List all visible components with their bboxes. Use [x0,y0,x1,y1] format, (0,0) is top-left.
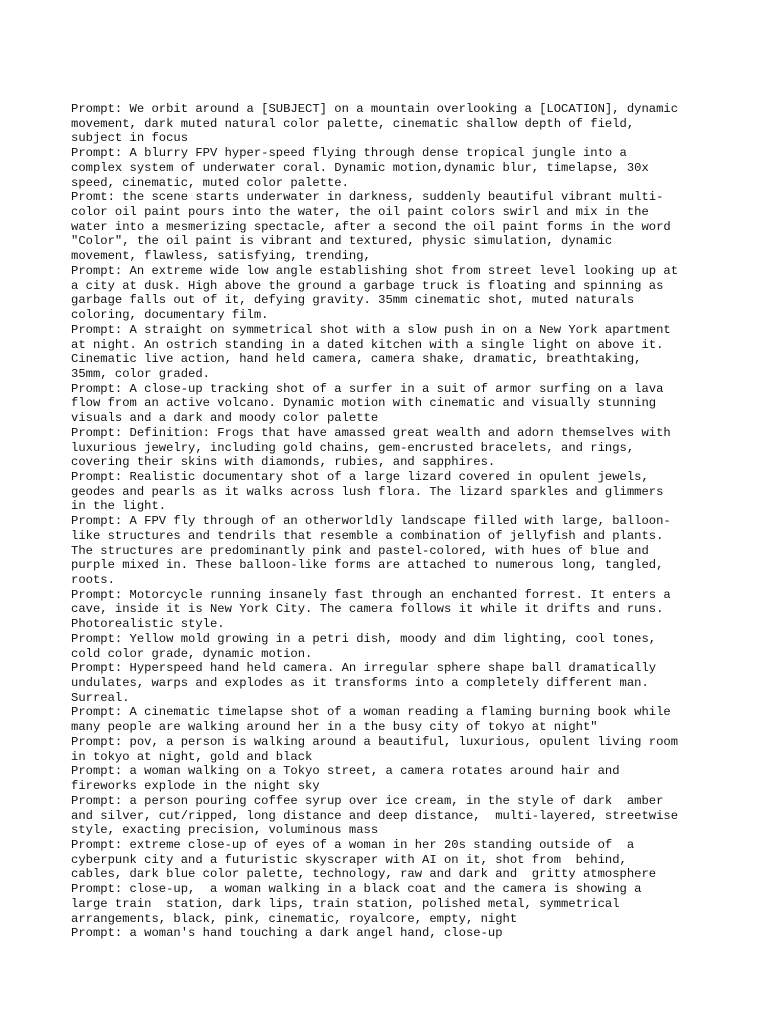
text-line: many people are walking around her in a the busy city of tokyo at night" [71,720,598,735]
text-line: style, exacting precision, voluminous mass [71,823,379,838]
text-line: cave, inside it is New York City. The camera follows it while it drifts and runs. [71,602,664,617]
text-line: roots. [71,573,115,587]
text-line: cyberpunk city and a futuristic skyscraper with AI on it, shot from behind, [71,852,627,867]
text-line: in tokyo at night, gold and black [71,749,313,764]
text-line: Prompt: A cinematic timelapse shot of a woman reading a flaming burning book while [71,705,671,720]
text-line: speed, cinematic, muted color palette. [71,175,349,190]
text-line: in the light. [71,499,167,514]
text-line: Prompt: a woman walking on a Tokyo street, a camera rotates around hair and [71,764,620,779]
text-line: "Color", the oil paint is vibrant and textured, physic simulation, dynamic [71,234,613,249]
text-line: fireworks explode in the night sky [71,779,320,794]
text-line: Prompt: a woman's hand touching a dark angel hand, close-up [71,926,503,941]
text-line: garbage falls out of it, defying gravity. 35mm cinematic shot, muted naturals [71,293,635,308]
text-line: like structures and tendrils that resemble a combination of jellyfish and plants. [71,528,664,543]
text-line: Prompt: Definition: Frogs that have amassed great wealth and adorn themselves with [71,425,671,440]
text-line: purple mixed in. These balloon-like forms are attached to numerous long, tangled, [71,558,664,573]
text-line: Prompt: We orbit around a [SUBJECT] on a mountain overlooking a [LOCATION], dynamic [71,102,679,116]
text-line: Surreal. [71,690,130,705]
text-line: Prompt: close-up, a woman walking in a black coat and the camera is showing a [71,882,642,897]
text-line: Prompt: pov, a person is walking around a beautiful, luxurious, opulent living room [71,734,679,749]
text-line: subject in focus [71,131,189,146]
text-line: Prompt: a person pouring coffee syrup over ice cream, in the style of dark amber [71,793,664,808]
text-line: a city at dusk. High above the ground a garbage truck is floating and spinning as [71,278,664,293]
text-line: flow from an active volcano. Dynamic motion with cinematic and visually stunning [71,396,657,411]
text-line: water into a mesmerizing spectacle, after a second the oil paint forms in the word [71,219,671,234]
text-line: Prompt: A straight on symmetrical shot with a slow push in on a New York apartment [71,322,671,337]
text-line: Prompt: Yellow mold growing in a petri dish, moody and dim lighting, cool tones, [71,631,657,646]
text-line: geodes and pearls as it walks across lush flora. The lizard sparkles and glimmers [71,484,664,499]
text-line: and silver, cut/ripped, long distance and deep distance, multi-layered, streetwise [71,808,679,823]
text-line: undulates, warps and explodes as it transforms into a completely different man. [71,676,649,691]
text-line: movement, flawless, satisfying, trending, [71,249,371,264]
text-line: at night. An ostrich standing in a dated kitchen with a single light on above it. [71,337,664,352]
text-line: Prompt: Hyperspeed hand held camera. An irregular sphere shape ball dramatically [71,661,657,676]
text-line: Photorealistic style. [71,617,225,632]
text-line: arrangements, black, pink, cinematic, royalcore, empty, night [71,911,518,926]
text-line: Cinematic live action, hand held camera, camera shake, dramatic, breathtaking, [71,352,642,367]
text-line: Prompt: Motorcycle running insanely fast through an enchanted forrest. It enters a [71,587,671,602]
text-line: cold color grade, dynamic motion. [71,646,313,661]
text-line: Prompt: extreme close-up of eyes of a woman in her 20s standing outside of a [71,837,635,852]
text-line: Promt: the scene starts underwater in darkness, suddenly beautiful vibrant multi- [71,190,664,205]
text-line: visuals and a dark and moody color palette [71,411,379,426]
text-line: Prompt: A blurry FPV hyper-speed flying through dense tropical jungle into a [71,146,627,161]
text-line: covering their skins with diamonds, rubies, and sapphires. [71,455,496,470]
text-line: large train station, dark lips, train station, polished metal, symmetrical [71,896,620,911]
text-line: complex system of underwater coral. Dynamic motion,dynamic blur, timelapse, 30x [71,160,649,175]
text-line: coloring, documentary film. [71,308,269,323]
text-line: color oil paint pours into the water, the oil paint colors swirl and mix in the [71,205,649,220]
text-line: The structures are predominantly pink and pastel-colored, with hues of blue and [71,543,649,558]
text-line: cables, dark blue color palette, technology, raw and dark and gritty atmosphere [71,867,657,882]
text-line: movement, dark muted natural color palette, cinematic shallow depth of field, [71,116,635,131]
text-line: Prompt: A close-up tracking shot of a surfer in a suit of armor surfing on a lava [71,381,664,396]
text-line: Prompt: An extreme wide low angle establishing shot from street level looking up at [71,263,679,278]
text-line: Prompt: A FPV fly through of an otherworldly landscape filled with large, balloon- [71,514,671,529]
text-line: 35mm, color graded. [71,366,210,381]
prompt-text-block [71,102,711,941]
text-line: luxurious jewelry, including gold chains, gem-encrusted bracelets, and rings, [71,440,635,455]
text-line: Prompt: Realistic documentary shot of a large lizard covered in opulent jewels, [71,469,649,484]
